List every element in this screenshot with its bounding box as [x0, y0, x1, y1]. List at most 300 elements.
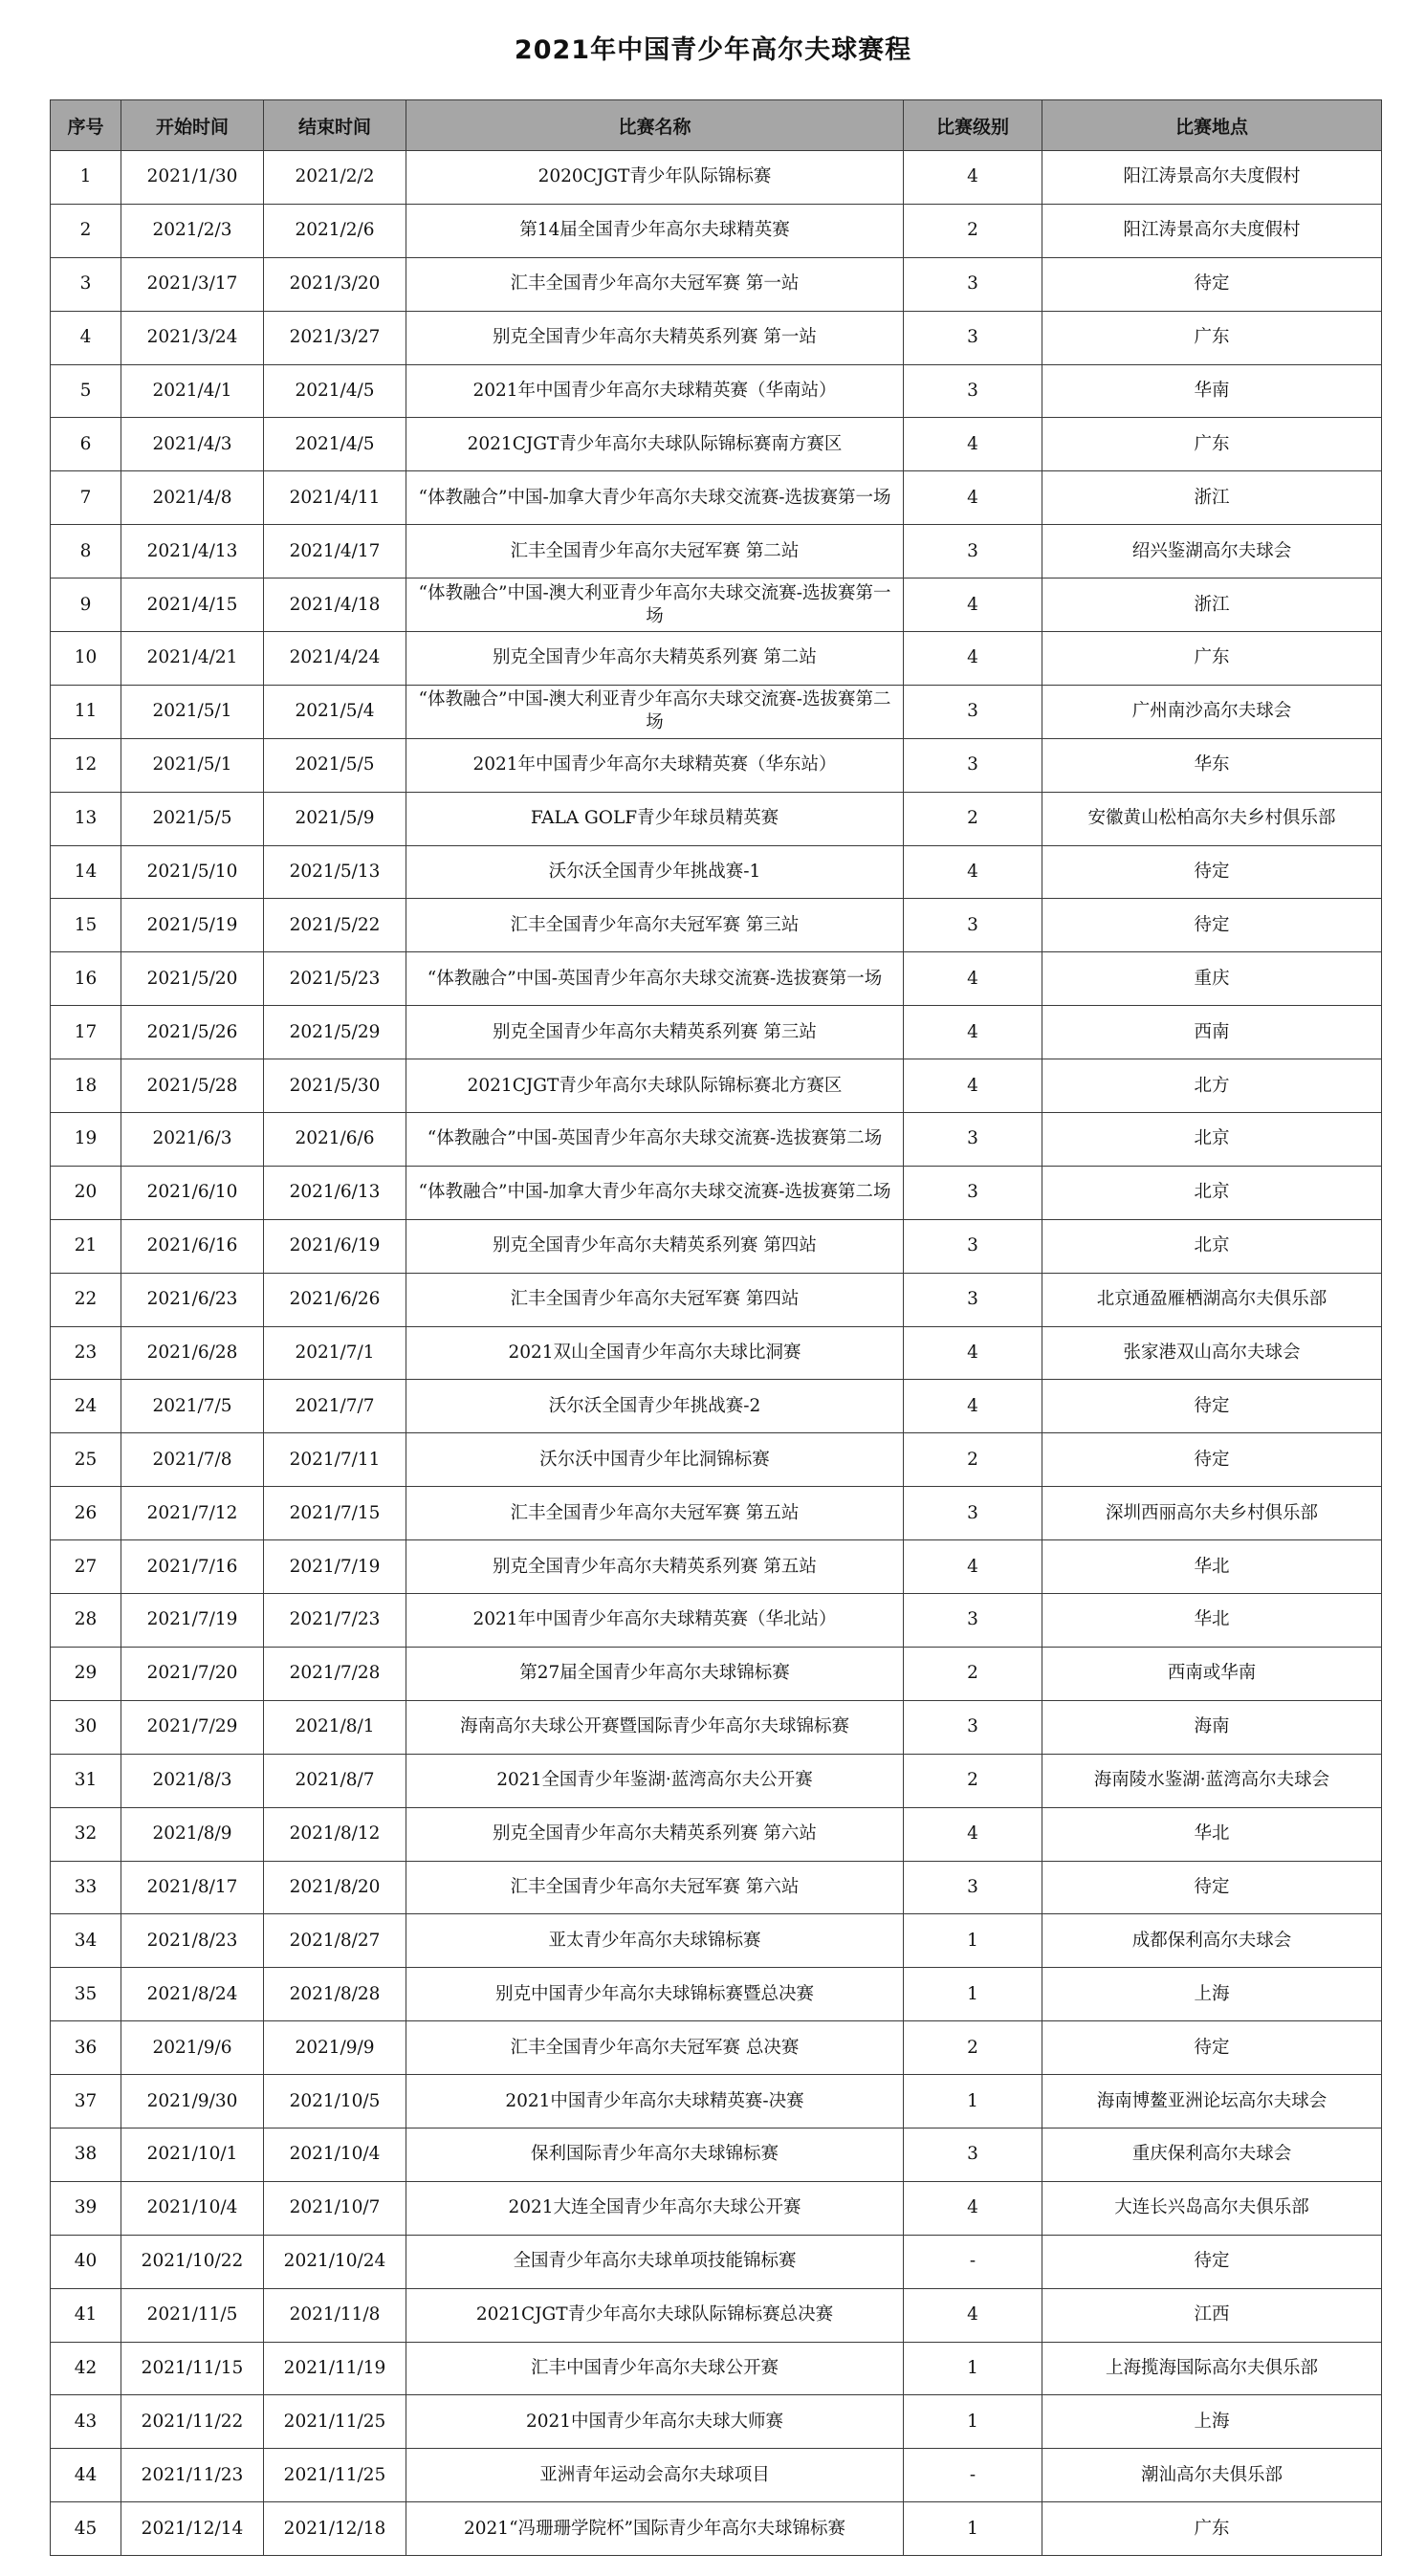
table-row — [51, 2021, 1382, 2075]
cell-start-date: 2021/5/5 — [121, 792, 264, 845]
table-row — [51, 738, 1382, 792]
cell-start-date: 2021/8/17 — [121, 1861, 264, 1914]
cell-start-date: 2021/4/21 — [121, 632, 264, 686]
cell-index: 10 — [51, 632, 121, 686]
cell-event-name: 汇丰全国青少年高尔夫冠军赛 第二站 — [406, 525, 904, 579]
header-event-level: 比赛级别 — [904, 100, 1042, 151]
cell-index: 20 — [51, 1166, 121, 1219]
cell-venue: 待定 — [1042, 845, 1382, 899]
cell-venue: 海南陵水鉴湖·蓝湾高尔夫球会 — [1042, 1754, 1382, 1807]
cell-start-date: 2021/10/1 — [121, 2128, 264, 2181]
cell-start-date: 2021/7/5 — [121, 1380, 264, 1433]
cell-event-level: 4 — [904, 632, 1042, 686]
cell-venue: 华北 — [1042, 1807, 1382, 1861]
cell-event-name: 2021中国青少年高尔夫球大师赛 — [406, 2395, 904, 2449]
cell-index: 22 — [51, 1273, 121, 1326]
cell-index: 40 — [51, 2235, 121, 2288]
cell-index: 44 — [51, 2449, 121, 2502]
cell-index: 21 — [51, 1219, 121, 1273]
cell-end-date: 2021/7/7 — [264, 1380, 406, 1433]
cell-venue: 北京 — [1042, 1219, 1382, 1273]
cell-start-date: 2021/10/22 — [121, 2235, 264, 2288]
cell-start-date: 2021/5/10 — [121, 845, 264, 899]
cell-event-name: 全国青少年高尔夫球单项技能锦标赛 — [406, 2235, 904, 2288]
cell-venue: 阳江涛景高尔夫度假村 — [1042, 204, 1382, 257]
cell-venue: 广东 — [1042, 311, 1382, 364]
cell-start-date: 2021/6/16 — [121, 1219, 264, 1273]
cell-index: 18 — [51, 1059, 121, 1113]
cell-event-name: 2021中国青少年高尔夫球精英赛-决赛 — [406, 2075, 904, 2128]
cell-end-date: 2021/2/2 — [264, 151, 406, 205]
cell-end-date: 2021/4/24 — [264, 632, 406, 686]
cell-start-date: 2021/5/1 — [121, 685, 264, 738]
cell-venue: 北京通盈雁栖湖高尔夫俱乐部 — [1042, 1273, 1382, 1326]
cell-start-date: 2021/6/10 — [121, 1166, 264, 1219]
cell-index: 13 — [51, 792, 121, 845]
cell-end-date: 2021/5/22 — [264, 899, 406, 952]
cell-start-date: 2021/4/1 — [121, 364, 264, 418]
cell-venue: 北方 — [1042, 1059, 1382, 1113]
cell-event-level: 1 — [904, 2075, 1042, 2128]
cell-index: 41 — [51, 2288, 121, 2342]
header-venue: 比赛地点 — [1042, 100, 1382, 151]
cell-index: 23 — [51, 1326, 121, 1380]
cell-event-level: 4 — [904, 2181, 1042, 2235]
cell-start-date: 2021/6/23 — [121, 1273, 264, 1326]
cell-event-level: 4 — [904, 1807, 1042, 1861]
cell-index: 39 — [51, 2181, 121, 2235]
cell-event-level: 4 — [904, 579, 1042, 632]
cell-event-name: 汇丰全国青少年高尔夫冠军赛 第一站 — [406, 257, 904, 311]
cell-index: 36 — [51, 2021, 121, 2075]
cell-start-date: 2021/8/9 — [121, 1807, 264, 1861]
cell-start-date: 2021/7/12 — [121, 1487, 264, 1540]
cell-end-date: 2021/8/20 — [264, 1861, 406, 1914]
cell-end-date: 2021/11/25 — [264, 2449, 406, 2502]
table-row — [51, 1594, 1382, 1648]
cell-index: 6 — [51, 418, 121, 471]
cell-venue: 待定 — [1042, 899, 1382, 952]
cell-event-name: “体教融合”中国-英国青少年高尔夫球交流赛-选拔赛第二场 — [406, 1113, 904, 1167]
cell-index: 31 — [51, 1754, 121, 1807]
cell-event-name: 2021年中国青少年高尔夫球精英赛（华南站） — [406, 364, 904, 418]
cell-venue: 待定 — [1042, 1861, 1382, 1914]
cell-event-name: 沃尔沃全国青少年挑战赛-2 — [406, 1380, 904, 1433]
cell-venue: 华南 — [1042, 364, 1382, 418]
cell-event-level: 3 — [904, 1113, 1042, 1167]
cell-venue: 阳江涛景高尔夫度假村 — [1042, 151, 1382, 205]
header-end-date: 结束时间 — [264, 100, 406, 151]
cell-end-date: 2021/4/5 — [264, 364, 406, 418]
cell-index: 34 — [51, 1914, 121, 1968]
cell-event-name: 汇丰全国青少年高尔夫冠军赛 第六站 — [406, 1861, 904, 1914]
cell-event-name: 汇丰全国青少年高尔夫冠军赛 第五站 — [406, 1487, 904, 1540]
cell-venue: 广东 — [1042, 418, 1382, 471]
cell-end-date: 2021/12/18 — [264, 2502, 406, 2556]
cell-start-date: 2021/4/8 — [121, 471, 264, 525]
cell-end-date: 2021/2/6 — [264, 204, 406, 257]
cell-event-name: “体教融合”中国-澳大利亚青少年高尔夫球交流赛-选拔赛第一场 — [406, 579, 904, 632]
cell-event-level: 4 — [904, 1059, 1042, 1113]
cell-end-date: 2021/6/19 — [264, 1219, 406, 1273]
cell-event-level: 2 — [904, 1647, 1042, 1700]
table-row — [51, 1219, 1382, 1273]
cell-index: 4 — [51, 311, 121, 364]
cell-event-name: “体教融合”中国-英国青少年高尔夫球交流赛-选拔赛第一场 — [406, 952, 904, 1006]
cell-index: 30 — [51, 1700, 121, 1754]
table-row — [51, 792, 1382, 845]
cell-event-name: 海南高尔夫球公开赛暨国际青少年高尔夫球锦标赛 — [406, 1700, 904, 1754]
cell-start-date: 2021/9/30 — [121, 2075, 264, 2128]
table-row — [51, 845, 1382, 899]
cell-start-date: 2021/6/28 — [121, 1326, 264, 1380]
cell-event-level: 3 — [904, 311, 1042, 364]
cell-end-date: 2021/6/26 — [264, 1273, 406, 1326]
cell-index: 19 — [51, 1113, 121, 1167]
cell-event-level: 3 — [904, 899, 1042, 952]
table-row — [51, 1754, 1382, 1807]
cell-end-date: 2021/3/27 — [264, 311, 406, 364]
cell-event-name: 别克全国青少年高尔夫精英系列赛 第三站 — [406, 1006, 904, 1059]
cell-event-name: 第27届全国青少年高尔夫球锦标赛 — [406, 1647, 904, 1700]
cell-end-date: 2021/5/30 — [264, 1059, 406, 1113]
cell-end-date: 2021/5/29 — [264, 1006, 406, 1059]
cell-venue: 待定 — [1042, 257, 1382, 311]
cell-venue: 待定 — [1042, 1380, 1382, 1433]
cell-start-date: 2021/7/19 — [121, 1594, 264, 1648]
cell-end-date: 2021/11/19 — [264, 2342, 406, 2395]
cell-event-level: 3 — [904, 257, 1042, 311]
cell-venue: 深圳西丽高尔夫乡村俱乐部 — [1042, 1487, 1382, 1540]
cell-start-date: 2021/11/23 — [121, 2449, 264, 2502]
schedule-table — [50, 99, 1382, 2556]
cell-end-date: 2021/8/27 — [264, 1914, 406, 1968]
cell-start-date: 2021/4/3 — [121, 418, 264, 471]
cell-event-level: 4 — [904, 1380, 1042, 1433]
cell-index: 17 — [51, 1006, 121, 1059]
cell-venue: 重庆保利高尔夫球会 — [1042, 2128, 1382, 2181]
cell-index: 32 — [51, 1807, 121, 1861]
cell-event-level: 1 — [904, 1914, 1042, 1968]
cell-end-date: 2021/5/4 — [264, 685, 406, 738]
cell-event-level: 4 — [904, 2288, 1042, 2342]
cell-event-level: 3 — [904, 525, 1042, 579]
table-row — [51, 2181, 1382, 2235]
cell-index: 15 — [51, 899, 121, 952]
table-row — [51, 2075, 1382, 2128]
cell-event-name: 别克中国青少年高尔夫球锦标赛暨总决赛 — [406, 1968, 904, 2021]
cell-event-name: 2020CJGT青少年队际锦标赛 — [406, 151, 904, 205]
table-row — [51, 952, 1382, 1006]
cell-index: 33 — [51, 1861, 121, 1914]
cell-index: 8 — [51, 525, 121, 579]
cell-venue: 北京 — [1042, 1166, 1382, 1219]
cell-end-date: 2021/11/8 — [264, 2288, 406, 2342]
cell-index: 25 — [51, 1433, 121, 1487]
cell-event-name: 2021“冯珊珊学院杯”国际青少年高尔夫球锦标赛 — [406, 2502, 904, 2556]
cell-event-level: 3 — [904, 1594, 1042, 1648]
table-row — [51, 151, 1382, 205]
cell-event-name: 汇丰中国青少年高尔夫球公开赛 — [406, 2342, 904, 2395]
table-row — [51, 1914, 1382, 1968]
table-row — [51, 1647, 1382, 1700]
cell-end-date: 2021/8/12 — [264, 1807, 406, 1861]
cell-end-date: 2021/8/1 — [264, 1700, 406, 1754]
cell-event-name: 2021大连全国青少年高尔夫球公开赛 — [406, 2181, 904, 2235]
cell-venue: 华北 — [1042, 1540, 1382, 1594]
cell-index: 42 — [51, 2342, 121, 2395]
cell-index: 27 — [51, 1540, 121, 1594]
cell-start-date: 2021/5/1 — [121, 738, 264, 792]
cell-start-date: 2021/3/17 — [121, 257, 264, 311]
table-row — [51, 1968, 1382, 2021]
cell-end-date: 2021/6/13 — [264, 1166, 406, 1219]
cell-index: 38 — [51, 2128, 121, 2181]
cell-start-date: 2021/11/15 — [121, 2342, 264, 2395]
cell-event-name: 2021年中国青少年高尔夫球精英赛（华北站） — [406, 1594, 904, 1648]
cell-start-date: 2021/1/30 — [121, 151, 264, 205]
cell-end-date: 2021/9/9 — [264, 2021, 406, 2075]
cell-event-name: 汇丰全国青少年高尔夫冠军赛 第四站 — [406, 1273, 904, 1326]
table-row — [51, 1326, 1382, 1380]
cell-end-date: 2021/8/7 — [264, 1754, 406, 1807]
cell-venue: 上海 — [1042, 1968, 1382, 2021]
table-row — [51, 311, 1382, 364]
cell-start-date: 2021/11/22 — [121, 2395, 264, 2449]
cell-event-level: 3 — [904, 1700, 1042, 1754]
cell-event-name: FALA GOLF青少年球员精英赛 — [406, 792, 904, 845]
cell-event-level: 2 — [904, 2021, 1042, 2075]
table-row — [51, 257, 1382, 311]
cell-start-date: 2021/4/15 — [121, 579, 264, 632]
cell-start-date: 2021/5/20 — [121, 952, 264, 1006]
cell-event-level: 4 — [904, 1006, 1042, 1059]
cell-end-date: 2021/4/17 — [264, 525, 406, 579]
cell-event-level: 4 — [904, 418, 1042, 471]
cell-event-name: 沃尔沃中国青少年比洞锦标赛 — [406, 1433, 904, 1487]
cell-event-level: 2 — [904, 792, 1042, 845]
cell-event-level: 3 — [904, 1861, 1042, 1914]
cell-end-date: 2021/7/1 — [264, 1326, 406, 1380]
cell-event-level: 3 — [904, 1487, 1042, 1540]
cell-event-name: 汇丰全国青少年高尔夫冠军赛 第三站 — [406, 899, 904, 952]
table-row — [51, 1433, 1382, 1487]
cell-event-name: 别克全国青少年高尔夫精英系列赛 第六站 — [406, 1807, 904, 1861]
table-row — [51, 1700, 1382, 1754]
cell-start-date: 2021/5/19 — [121, 899, 264, 952]
cell-event-name: “体教融合”中国-澳大利亚青少年高尔夫球交流赛-选拔赛第二场 — [406, 685, 904, 738]
cell-start-date: 2021/3/24 — [121, 311, 264, 364]
cell-end-date: 2021/5/5 — [264, 738, 406, 792]
cell-event-name: 亚洲青年运动会高尔夫球项目 — [406, 2449, 904, 2502]
header-start-date: 开始时间 — [121, 100, 264, 151]
cell-index: 45 — [51, 2502, 121, 2556]
cell-event-name: 别克全国青少年高尔夫精英系列赛 第五站 — [406, 1540, 904, 1594]
table-row — [51, 632, 1382, 686]
cell-event-level: 1 — [904, 1968, 1042, 2021]
cell-venue: 西南 — [1042, 1006, 1382, 1059]
cell-venue: 重庆 — [1042, 952, 1382, 1006]
cell-event-name: “体教融合”中国-加拿大青少年高尔夫球交流赛-选拔赛第一场 — [406, 471, 904, 525]
cell-venue: 广州南沙高尔夫球会 — [1042, 685, 1382, 738]
table-row — [51, 2288, 1382, 2342]
cell-venue: 江西 — [1042, 2288, 1382, 2342]
cell-start-date: 2021/7/20 — [121, 1647, 264, 1700]
table-row — [51, 525, 1382, 579]
cell-event-name: 2021全国青少年鉴湖·蓝湾高尔夫公开赛 — [406, 1754, 904, 1807]
cell-event-level: 3 — [904, 364, 1042, 418]
cell-index: 24 — [51, 1380, 121, 1433]
cell-event-level: 1 — [904, 2342, 1042, 2395]
cell-event-level: 3 — [904, 685, 1042, 738]
cell-start-date: 2021/8/24 — [121, 1968, 264, 2021]
table-row — [51, 1273, 1382, 1326]
cell-start-date: 2021/8/3 — [121, 1754, 264, 1807]
cell-venue: 西南或华南 — [1042, 1647, 1382, 1700]
cell-event-level: 2 — [904, 204, 1042, 257]
cell-end-date: 2021/10/7 — [264, 2181, 406, 2235]
cell-event-level: 1 — [904, 2395, 1042, 2449]
table-row — [51, 899, 1382, 952]
cell-end-date: 2021/7/28 — [264, 1647, 406, 1700]
cell-start-date: 2021/12/14 — [121, 2502, 264, 2556]
table-row — [51, 2502, 1382, 2556]
cell-index: 29 — [51, 1647, 121, 1700]
cell-end-date: 2021/5/13 — [264, 845, 406, 899]
cell-start-date: 2021/5/28 — [121, 1059, 264, 1113]
table-row — [51, 2342, 1382, 2395]
cell-index: 1 — [51, 151, 121, 205]
table-row — [51, 418, 1382, 471]
cell-start-date: 2021/11/5 — [121, 2288, 264, 2342]
cell-end-date: 2021/7/23 — [264, 1594, 406, 1648]
cell-index: 37 — [51, 2075, 121, 2128]
cell-end-date: 2021/7/19 — [264, 1540, 406, 1594]
cell-start-date: 2021/10/4 — [121, 2181, 264, 2235]
cell-event-name: 别克全国青少年高尔夫精英系列赛 第二站 — [406, 632, 904, 686]
cell-event-name: 2021双山全国青少年高尔夫球比洞赛 — [406, 1326, 904, 1380]
cell-index: 12 — [51, 738, 121, 792]
cell-event-level: 3 — [904, 738, 1042, 792]
cell-venue: 大连长兴岛高尔夫俱乐部 — [1042, 2181, 1382, 2235]
cell-event-level: 4 — [904, 952, 1042, 1006]
cell-start-date: 2021/4/13 — [121, 525, 264, 579]
cell-start-date: 2021/7/8 — [121, 1433, 264, 1487]
cell-event-name: 汇丰全国青少年高尔夫冠军赛 总决赛 — [406, 2021, 904, 2075]
cell-event-name: 别克全国青少年高尔夫精英系列赛 第一站 — [406, 311, 904, 364]
table-row — [51, 204, 1382, 257]
cell-index: 3 — [51, 257, 121, 311]
cell-venue: 待定 — [1042, 1433, 1382, 1487]
cell-start-date: 2021/7/29 — [121, 1700, 264, 1754]
cell-venue: 上海揽海国际高尔夫俱乐部 — [1042, 2342, 1382, 2395]
cell-event-name: 2021年中国青少年高尔夫球精英赛（华东站） — [406, 738, 904, 792]
cell-event-level: 2 — [904, 1754, 1042, 1807]
header-event-name: 比赛名称 — [406, 100, 904, 151]
cell-event-level: 4 — [904, 1326, 1042, 1380]
cell-index: 2 — [51, 204, 121, 257]
cell-venue: 广东 — [1042, 632, 1382, 686]
cell-index: 14 — [51, 845, 121, 899]
cell-venue: 绍兴鉴湖高尔夫球会 — [1042, 525, 1382, 579]
cell-venue: 上海 — [1042, 2395, 1382, 2449]
cell-event-level: 3 — [904, 1166, 1042, 1219]
cell-venue: 潮汕高尔夫俱乐部 — [1042, 2449, 1382, 2502]
table-row — [51, 2235, 1382, 2288]
cell-end-date: 2021/11/25 — [264, 2395, 406, 2449]
cell-event-level: 3 — [904, 2128, 1042, 2181]
cell-end-date: 2021/4/18 — [264, 579, 406, 632]
cell-end-date: 2021/5/23 — [264, 952, 406, 1006]
cell-end-date: 2021/10/24 — [264, 2235, 406, 2288]
cell-index: 16 — [51, 952, 121, 1006]
cell-event-name: 第14届全国青少年高尔夫球精英赛 — [406, 204, 904, 257]
cell-index: 28 — [51, 1594, 121, 1648]
cell-event-name: 亚太青少年高尔夫球锦标赛 — [406, 1914, 904, 1968]
cell-index: 5 — [51, 364, 121, 418]
table-row — [51, 685, 1382, 738]
cell-end-date: 2021/3/20 — [264, 257, 406, 311]
cell-venue: 浙江 — [1042, 579, 1382, 632]
table-row — [51, 2395, 1382, 2449]
cell-venue: 浙江 — [1042, 471, 1382, 525]
cell-venue: 华北 — [1042, 1594, 1382, 1648]
table-row — [51, 2449, 1382, 2502]
table-row — [51, 579, 1382, 632]
cell-index: 35 — [51, 1968, 121, 2021]
cell-event-name: 2021CJGT青少年高尔夫球队际锦标赛总决赛 — [406, 2288, 904, 2342]
cell-event-level: 3 — [904, 1219, 1042, 1273]
cell-start-date: 2021/5/26 — [121, 1006, 264, 1059]
cell-end-date: 2021/8/28 — [264, 1968, 406, 2021]
table-row — [51, 1006, 1382, 1059]
cell-event-level: - — [904, 2235, 1042, 2288]
cell-venue: 华东 — [1042, 738, 1382, 792]
cell-event-level: 2 — [904, 1433, 1042, 1487]
cell-index: 11 — [51, 685, 121, 738]
cell-event-name: 别克全国青少年高尔夫精英系列赛 第四站 — [406, 1219, 904, 1273]
cell-venue: 安徽黄山松柏高尔夫乡村俱乐部 — [1042, 792, 1382, 845]
table-row — [51, 1059, 1382, 1113]
cell-event-name: 沃尔沃全国青少年挑战赛-1 — [406, 845, 904, 899]
cell-event-level: 1 — [904, 2502, 1042, 2556]
cell-index: 9 — [51, 579, 121, 632]
cell-event-level: 4 — [904, 151, 1042, 205]
cell-start-date: 2021/7/16 — [121, 1540, 264, 1594]
cell-event-name: “体教融合”中国-加拿大青少年高尔夫球交流赛-选拔赛第二场 — [406, 1166, 904, 1219]
cell-venue: 待定 — [1042, 2235, 1382, 2288]
table-row — [51, 1380, 1382, 1433]
table-row — [51, 471, 1382, 525]
cell-end-date: 2021/5/9 — [264, 792, 406, 845]
cell-end-date: 2021/7/11 — [264, 1433, 406, 1487]
cell-start-date: 2021/6/3 — [121, 1113, 264, 1167]
cell-end-date: 2021/10/4 — [264, 2128, 406, 2181]
table-row — [51, 1113, 1382, 1167]
cell-event-level: 3 — [904, 1273, 1042, 1326]
cell-venue: 成都保利高尔夫球会 — [1042, 1914, 1382, 1968]
cell-event-level: 4 — [904, 845, 1042, 899]
table-header-row — [51, 100, 1382, 151]
cell-index: 7 — [51, 471, 121, 525]
cell-end-date: 2021/7/15 — [264, 1487, 406, 1540]
cell-venue: 待定 — [1042, 2021, 1382, 2075]
cell-event-level: 4 — [904, 1540, 1042, 1594]
table-row — [51, 1540, 1382, 1594]
cell-venue: 北京 — [1042, 1113, 1382, 1167]
cell-start-date: 2021/8/23 — [121, 1914, 264, 1968]
table-row — [51, 364, 1382, 418]
